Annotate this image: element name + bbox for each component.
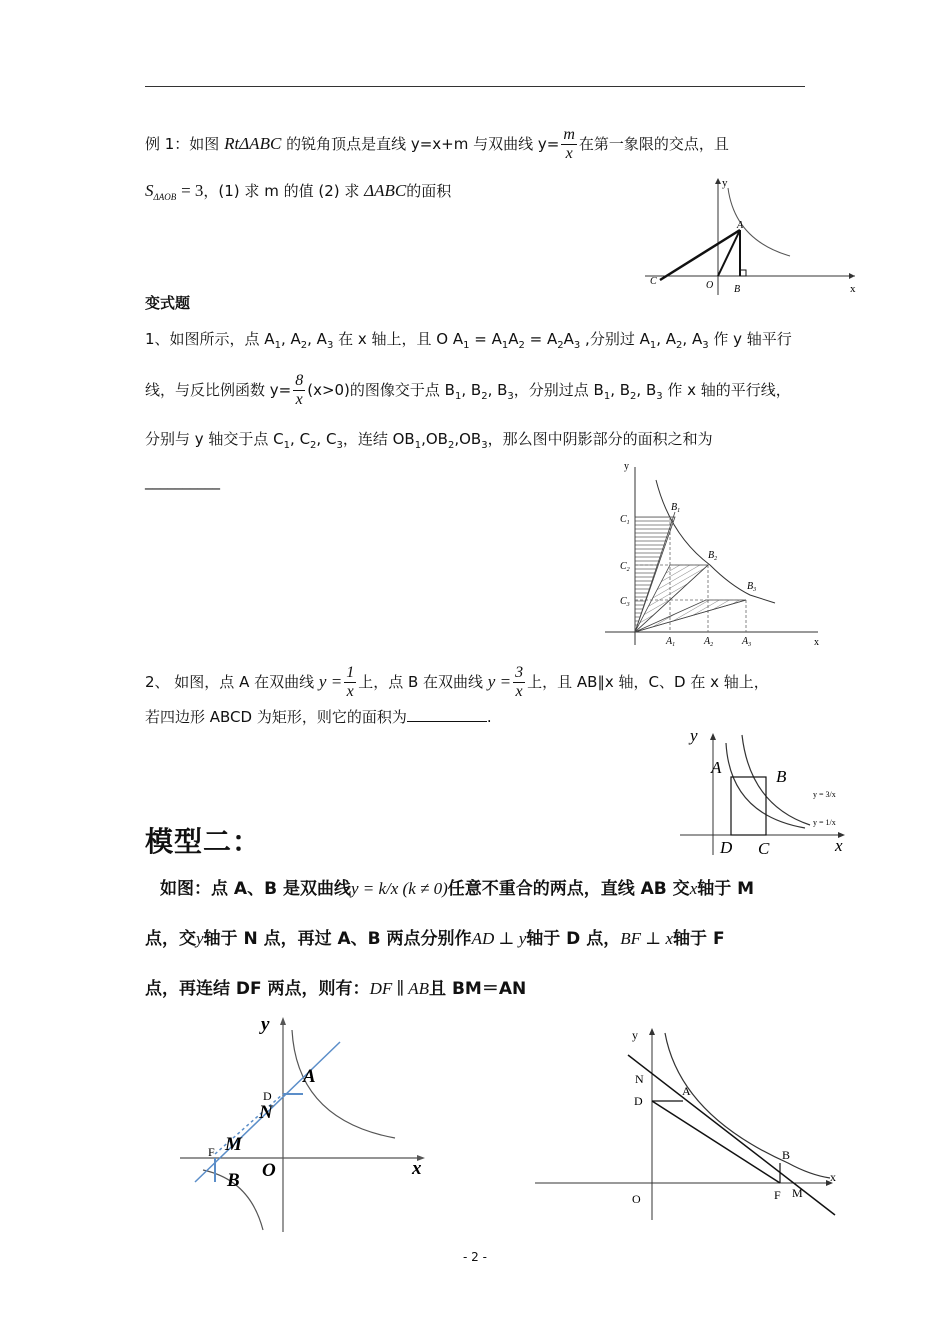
- label-A: A: [682, 1084, 691, 1098]
- example1-line1: [145, 126, 729, 163]
- label-C: C: [758, 839, 770, 858]
- segment-DF: [652, 1101, 780, 1183]
- label-B: B: [227, 1170, 240, 1191]
- label-y: y: [261, 1014, 270, 1035]
- rectangle-ABCD: [731, 777, 766, 835]
- label-A1: $A_1$: [666, 636, 676, 648]
- figure-example1: [640, 170, 870, 300]
- label-A: A: [737, 220, 744, 231]
- label-A: A: [303, 1066, 316, 1087]
- q1-line1: 1、如图所示，点 $A_1$, $A_2$, $A_3$ 在 x 轴上，且 O $A_1 = A_1A_2 = A_2A_3$ ,分别过 $A_1$, $A_2$, $A_3$ 作 y 轴平行: [145, 330, 792, 351]
- q1-answer-blank: __________: [145, 472, 220, 490]
- y-axis-arrow-icon: [280, 1017, 286, 1025]
- figure-q2: [680, 725, 860, 860]
- y-axis-arrow-icon: [715, 178, 721, 184]
- label-C2: $C_2$: [620, 561, 630, 573]
- x-axis-arrow-icon: [849, 273, 855, 279]
- label-F: F: [208, 1145, 215, 1159]
- label-B2: $B_2$: [708, 550, 718, 562]
- example1-text3: ，(1) 求 m 的值 (2) 求: [203, 182, 360, 200]
- label-C3: $C_3$: [620, 596, 630, 608]
- fraction-1-over-x: $\frac{1}{x}$: [346, 664, 355, 700]
- model2-line2: 点，交y轴于 N 点，再过 A、B 两点分别作AD ⊥ y轴于 D 点，BF ⊥ x轴于 F: [145, 929, 725, 949]
- label-x: x: [830, 1170, 836, 1184]
- label-curve1: y = 1/x: [813, 818, 836, 827]
- area-symbol: S: [145, 181, 154, 200]
- fraction-m-over-x: [561, 126, 577, 163]
- label-x: x: [412, 1158, 422, 1179]
- figure-model2-right: [530, 1015, 850, 1225]
- label-O: O: [706, 280, 714, 291]
- model2-hyperbola-math: y = k/x (k ≠ 0): [350, 879, 448, 898]
- example1-prefix: 例 1：如图: [145, 135, 220, 153]
- figure-model2-left: [175, 1010, 445, 1245]
- label-N: N: [259, 1102, 273, 1123]
- area-value: = 3: [181, 181, 204, 200]
- y-equals: y =: [318, 672, 343, 691]
- math-BF-perp-x: BF ⊥ x: [620, 929, 674, 948]
- math-DF-parallel-AB: DF ∥ AB: [369, 979, 430, 998]
- y-axis-arrow-icon: [649, 1028, 655, 1035]
- frac-den: x: [565, 145, 573, 162]
- label-B: B: [782, 1148, 791, 1162]
- label-N: N: [635, 1072, 644, 1086]
- q2-line1: 2、 如图，点 A 在双曲线 y = $\frac{1}{x}$ 上，点 B 在双曲线 y = $\frac{3}{x}$ 上，且 AB∥x 轴，C、D 在 x 轴上，: [145, 664, 769, 700]
- label-M: M: [225, 1134, 242, 1155]
- label-D: D: [634, 1094, 643, 1108]
- label-A3: $A_3$: [742, 636, 752, 648]
- hyperbola-curve: [665, 1033, 830, 1178]
- label-D: D: [263, 1089, 272, 1103]
- label-O: O: [262, 1160, 276, 1181]
- area-subscript: ΔAOB: [153, 192, 177, 202]
- header-rule: [145, 86, 805, 87]
- frac-num: m: [563, 126, 575, 143]
- model2-heading: 模型二：: [145, 825, 262, 858]
- label-M: M: [792, 1186, 803, 1200]
- label-y: y: [632, 1028, 638, 1042]
- fraction-8-over-x: $\frac{8}{x}$: [295, 372, 304, 408]
- q2-line2: 若四边形 ABCD 为矩形，则它的面积为 .: [145, 708, 492, 726]
- q1-line3: 分别与 y 轴交于点 $C_1$, $C_2$, $C_3$，连结 $OB_1,OB_2,OB_3$，那么图中阴影部分的面积之和为: [145, 430, 713, 451]
- label-O: O: [632, 1192, 641, 1206]
- label-F: F: [774, 1188, 781, 1202]
- label-B1: $B_1$: [671, 502, 681, 514]
- label-curve3: y = 3/x: [813, 790, 836, 799]
- figure-q1: [600, 455, 830, 650]
- triangle-abc-label: ΔABC: [364, 181, 407, 200]
- label-x: x: [814, 637, 819, 648]
- q2-answer-blank: [407, 707, 487, 722]
- y-axis-arrow-icon: [710, 733, 716, 740]
- label-y: y: [722, 177, 728, 189]
- model2-line3: 点，再连结 DF 两点，则有：DF ∥ AB且 BM＝AN: [145, 979, 527, 999]
- q1-line2: 线，与反比例函数 y= $\frac{8}{x}$ (x>0)的图像交于点 $B_1$, $B_2$, $B_3$，分别过点 $B_1$, $B_2$, $B_3$ 作 x 轴的平行线，: [145, 372, 791, 408]
- variant-title: 变式题: [145, 294, 191, 312]
- label-C1: $C_1$: [620, 514, 630, 526]
- example1-text1: 的锐角顶点是直线 y=x+m 与双曲线 y=: [286, 135, 560, 153]
- example1-text4: 的面积: [406, 182, 452, 200]
- line-AB: [628, 1055, 835, 1215]
- label-A: A: [711, 758, 722, 777]
- model2-line1: 如图：点 A、B 是双曲线y = k/x (k ≠ 0)任意不重合的两点，直线 AB 交x轴于 M: [160, 879, 755, 899]
- page-number: - 2 -: [463, 1250, 487, 1264]
- label-B: B: [734, 284, 741, 295]
- rt-triangle-label: RtΔABC: [224, 134, 282, 153]
- label-x: x: [835, 836, 843, 855]
- example1-text2: 在第一象限的交点，且: [578, 135, 729, 153]
- math-AD-perp-y: AD ⊥ y: [471, 929, 527, 948]
- label-x: x: [850, 283, 856, 295]
- label-y: y: [624, 461, 629, 472]
- label-B: B: [776, 767, 787, 786]
- example1-line2: [145, 180, 451, 208]
- label-D: D: [720, 838, 733, 857]
- label-y: y: [690, 726, 698, 745]
- label-B3: $B_3$: [747, 581, 757, 593]
- label-A2: $A_2$: [704, 636, 714, 648]
- label-C: C: [650, 276, 657, 287]
- fraction-3-over-x: $\frac{3}{x}$: [515, 664, 524, 700]
